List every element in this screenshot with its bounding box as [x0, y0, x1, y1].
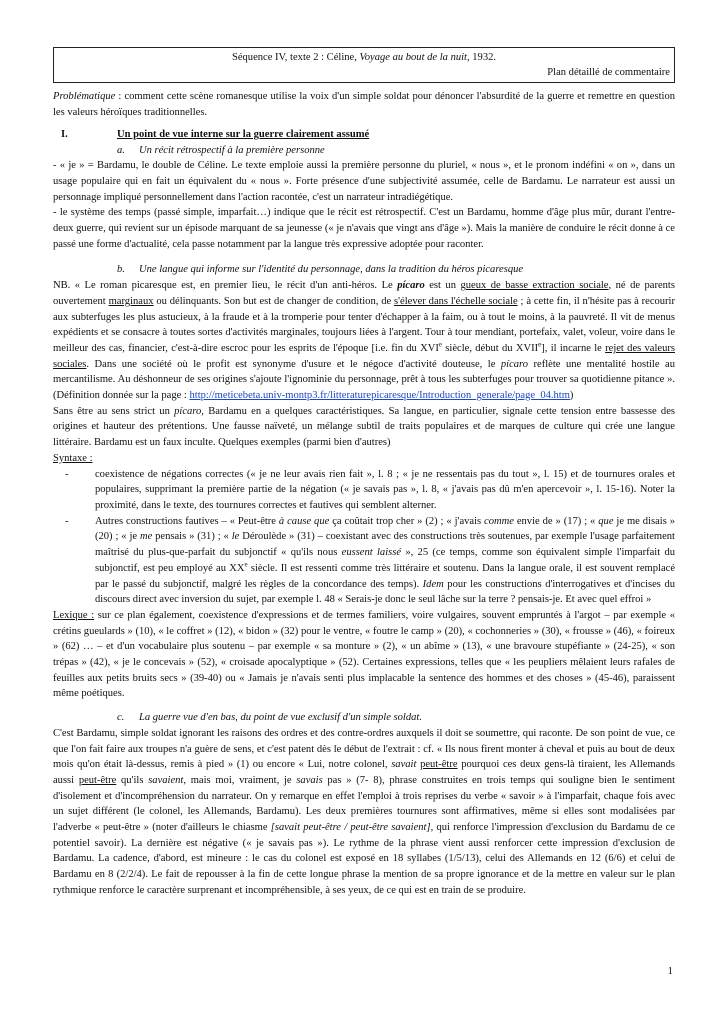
- text-run: siècle, début du XVII: [442, 342, 539, 354]
- section-1-heading: [53, 127, 675, 143]
- italic-run: comme: [484, 515, 514, 527]
- italic-run: [savait peut-être / peut-être savaient]: [270, 822, 431, 834]
- text-run: Déroulède » (31) – coexistant avec des constructions très soutenues, par exemple l'usage parfaitement maîtrisé du plus-que-parfait du subjonctif « qu'ils nous: [95, 531, 675, 559]
- lexique-paragraph: [53, 608, 675, 702]
- term-picaro: pícaro: [500, 358, 529, 370]
- document-title: [58, 50, 670, 65]
- underlined-term: peut-être: [420, 759, 458, 771]
- underlined-term: gueux de basse extraction sociale: [460, 280, 609, 292]
- paragraph: - le système des temps (passé simple, imparfait…) indique que le récit est rétrospectif. C'est un Bardamu, homme d'âge plus mûr, durant l'entre-deux guerre, qui revient sur un épisode marquant de sa jeunesse (« je n'avais que vingt ans d'âge »). Mais la manière de conduire le récit donne à ce passé une forme d'actualité, cela passe notamment par la langue très expressive adoptée pour raconter.: [53, 207, 675, 250]
- term-picaro: pícaro: [174, 405, 202, 417]
- document-subtitle: Plan détaillé de commentaire: [547, 67, 670, 79]
- text-run: », 25 (ce temps, comme son équivalent simple l'imparfait du subjonctif, est peu employé au XX: [95, 547, 675, 574]
- text-run: , mais moi, vraiment, je: [183, 774, 297, 786]
- list-item: [53, 514, 675, 608]
- superscript: e: [438, 340, 442, 349]
- italic-run: que: [598, 515, 614, 527]
- paragraph: - « je » = Bardamu, le double de Céline. Le texte emploie aussi la première personne du pluriel, « nous », et le pronom indéfini « on », dans un usage populaire qui en fait un équivalent du « nous ». Forte présence d'une subjectivité assumée, celle de Bardamu. Le narrateur est aussi un personnage impliqué personnellement dans l'action racontée, c'est un narrateur intradiégétique.: [53, 160, 675, 203]
- subsection-title: Un récit rétrospectif à la première personne: [139, 144, 325, 156]
- text-run: C'est Bardamu, simple soldat ignorant les raisons des ordres et des contre-ordres auxquels il doit se soumettre, qui raconte. De son point de vue, ce que l'on fait faire aux troupes n'a guère de sens, et c'est patent dès le début de l'extrait : cf. « Ils nous firent monter à cheval et puis au bout de deux mois qu'on était là-dessus, remis à pied » (1) ou encore « Lui, notre colonel,: [53, 727, 675, 771]
- subsection-c-heading: [53, 710, 675, 726]
- picaresque-definition: [53, 278, 675, 404]
- italic-run: savais: [296, 774, 323, 786]
- title-work: Voyage au bout de la nuit: [359, 52, 467, 63]
- text-run: est un: [424, 280, 461, 292]
- title-suffix: , 1932.: [467, 52, 497, 63]
- paragraph: [53, 404, 675, 451]
- subsection-letter: b.: [117, 264, 125, 276]
- italic-run: Idem: [422, 578, 444, 590]
- italic-run: eussent laissé: [341, 547, 402, 559]
- text-run: , qui renforce l'impression d'exclusion du Bardamu de ce potentiel savoir). La dernière est négative (« je savais pas »). Le rythme de la phrase vient aussi renforcer cette impression d'exclusion de Bardamu. La cadence, d'abord, est mineure : le cas du colonel est exposé en 18 syllabes (1/5/13), celui des Allemands en 12 (6/6) et celui de Bardamu en 8 (2/2/4). Le fait de repousser à la fin de cette longue phrase la mention de sa propre ignorance et de la mettre en valeur sur le plan rythmique renforce le caractère surprenant et incompréhensible, à ses yeux, de ce qui est en train de se produire.: [53, 822, 675, 896]
- title-prefix: Séquence IV, texte 2 : Céline,: [231, 52, 360, 63]
- text-run: ; à cette fin, il n'hésite pas à recourir aux subterfuges les plus astucieux, à la fraude et à la tromperie pour tenter d'échapper à la faim, ou à tout le moins, à la pauvreté. Il vit de menus expédients et se consacre à toutes sortes d'activités marginales, toujours liées à l'argent. Tour à tour mendiant, portefaix, valet, voleur, voire dans le meilleur des cas, financier, c'est-à-dire escroc pour les esprits de l'époque [i.e. fin du XVI: [53, 295, 676, 354]
- problematique-label: Problématique: [53, 91, 116, 103]
- text-run: qu'ils: [116, 774, 149, 786]
- list-item: [53, 467, 675, 514]
- underlined-term: rejet des valeurs sociales: [53, 342, 675, 370]
- text-run: coexistence de négations correctes (« je ne leur avais rien fait », l. 8 ; « je ne ressentais pas du tout », l. 15) et de tournures orales et populaires, supprimant la première partie de la négation (« je savais pas », l. 8, « j'avais pas dû m'en apercevoir », l. 15-16). Noter la proximité, dans le texte, des tournures correctes et fautives qui semblent alterner.: [95, 468, 675, 511]
- subsection-letter: a.: [117, 144, 125, 156]
- subsection-b-heading: [53, 262, 675, 278]
- text-run: , né de parents ouvertement: [53, 280, 675, 307]
- italic-run: le: [231, 531, 240, 543]
- text-run: siècle. Il est ressenti comme très littéraire et soutenu. Dans la langue orale, il est souvent remplacé par le passé du subjonctif, malgré les règles de la concordance des temps).: [95, 562, 675, 590]
- superscript: e: [538, 340, 542, 349]
- superscript: e: [244, 560, 248, 569]
- text-run: ça coûtait trop cher » (2) ; « j'avais: [329, 515, 485, 527]
- document-page: [53, 47, 675, 899]
- paragraph: [53, 726, 675, 899]
- text-run: pas » (7- 8), phrase construites en trois temps qui souligne bien le sentiment d'isolement et d'incompréhension du narrateur. On y remarque en effet l'emploi à trois reprises du verbe « savoir » à l'imparfait, chaque fois avec un sujet différent (le colonel, les Allemands, Bardamu). Les deux premières tournures sont affirmatives, même si elles sont modalisées par l'adverbe « peut-être » (noter d'ailleurs le chiasme: [53, 774, 676, 834]
- source-link[interactable]: http://meticebeta.univ-montp3.fr/litteraturepicaresque/Introduction_generale/page_04.htm: [189, 390, 570, 402]
- subsection-a-heading: [53, 143, 675, 159]
- text-run: , Bardamu en a quelques caractéristiques. Sa langue, en particulier, signale cette tension entre bassesse des origines et hauteur des prétentions. Une fausse naïveté, un mélange subtil de traits populaires et de marques de culture qui crée une langue littéraire. Bardamu est un faux inculte. Quelques exemples (parmi bien d'autres): [53, 405, 675, 449]
- term-picaro: pícaro: [397, 280, 425, 292]
- bullet-dash: -: [65, 468, 69, 480]
- syntaxe-label: Syntaxe :: [53, 452, 93, 464]
- text-run: je me disais » (20) ; « je: [95, 515, 676, 543]
- text-run: . Dans une société où le profit est synonyme d'usure et le négoce d'activité douteuse, le: [86, 358, 501, 370]
- section-title: Un point de vue interne sur la guerre clairement assumé: [117, 128, 370, 140]
- italic-run: savait: [391, 759, 417, 771]
- text-run: NB. « Le roman picaresque est, en premier lieu, le récit d'un anti-héros. Le: [53, 280, 398, 292]
- page-number: 1: [667, 965, 673, 977]
- text-run: ): [569, 390, 574, 402]
- underlined-term: s'élever dans l'échelle sociale: [394, 295, 518, 307]
- lexique-label: Lexique :: [53, 609, 95, 621]
- underlined-term: marginaux: [108, 295, 154, 307]
- italic-run: me: [139, 531, 153, 543]
- bullet-dash: -: [65, 515, 69, 527]
- subsection-title: Une langue qui informe sur l'identité du personnage, dans la tradition du héros picaresque: [139, 264, 524, 276]
- problematique: [53, 89, 675, 120]
- text-run: Sans être au sens strict un: [53, 405, 175, 417]
- problematique-text: : comment cette scène romanesque utilise la voix d'un simple soldat pour dénoncer l'absurdité de la guerre et remettre en question les valeurs héroïques traditionnelles.: [53, 91, 675, 119]
- text-run: Autres constructions fautives – « Peut-être: [95, 515, 279, 527]
- text-run: pourquoi ces deux gens-là tiraient, les Allemands aussi: [53, 759, 675, 786]
- text-run: ], il incarne le: [541, 342, 606, 354]
- section-number: I.: [61, 128, 68, 140]
- text-run: sur ce plan également, coexistence d'expressions et de termes familiers, voire vulgaires, souvent empruntés à l'argot – par exemple « crétins gueulards » (10), « le coffret » (12), « bidon » (32) pour le ventre, « foutre le camp » (20), « cochonneries » (30), « frousse » (46), « foireux » (62) … – et d'un vocabulaire plus soutenu – par exemple « sa monture » (2), « un abîme » (13), « une bravoure stupéfiante » (24-25), « son trépas » (42), « je le concevais » (52), « croisade apocalyptique » (52). Certaines expressions, telles que « les peupliers mêlaient leurs rafales de feuilles aux petits bruits secs » (39-40) ou « Jamais je n'avais senti plus implacable la sentence des hommes et des choses » (45-46), paraissent même poétiques.: [53, 609, 676, 700]
- text-run: reflète une mentalité hostile au mercantilisme. Au déshonneur de ses origines s'ajoute l'ignominie du personnage, prêt à tous les subterfuges pour trouver sa quotidienne pitance ». (Définition donnée sur la page :: [53, 358, 675, 402]
- italic-run: à cause que: [278, 515, 330, 527]
- italic-run: savaient: [148, 774, 184, 786]
- text-run: ou délinquants. Son but est de changer de condition, de: [153, 295, 395, 307]
- subsection-title: La guerre vue d'en bas, du point de vue exclusif d'un simple soldat.: [139, 712, 422, 724]
- header-box: [53, 47, 675, 83]
- underlined-term: peut-être: [78, 774, 117, 786]
- text-run: pensais » (31) ; «: [152, 531, 232, 543]
- subsection-letter: c.: [117, 712, 125, 724]
- text-run: pour les constructions d'interrogatives et d'incises du discours direct avec inversion du sujet, par exemple l. 48 « Serais-je donc le seul lâche sur la terre ? pensais-je. Et avec quel effroi »: [95, 578, 675, 606]
- text-run: envie de » (17) ; «: [513, 515, 599, 527]
